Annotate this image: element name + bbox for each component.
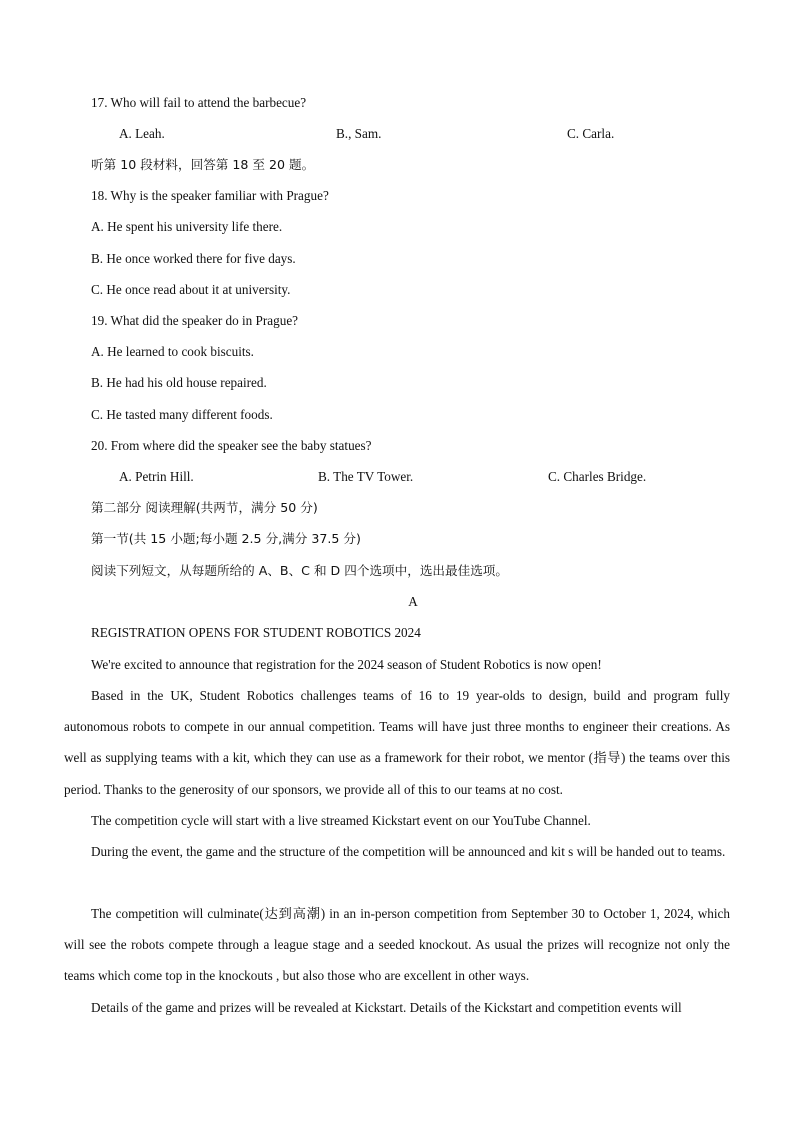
passage-letter: A [408,594,418,609]
q20-option-c: C. Charles Bridge. [548,469,647,484]
q19-option-c: C. He tasted many different foods. [91,407,273,422]
q18-option-c: C. He once read about it at university. [91,282,291,297]
question-17: 17. Who will fail to attend the barbecue? [91,95,307,110]
q19-option-a: A. He learned to cook biscuits. [91,344,254,359]
passage-paragraph-1: We're excited to announce that registration for the 2024 season of Student Robotics is now open! [91,657,602,672]
q18-option-a: A. He spent his university life there. [91,219,283,234]
reading-part-title: 第二部分 阅读理解(共两节，满分 50 分) [91,500,318,515]
passage-paragraph-5: The competition will culminate(达到高潮) in an in-person competition from September 30 to October 1, 2024, which will see the robots compete through a league stage and a seeded knockout. As usual the prizes will recognize not only the teams which come top in the knockouts , but also those who are excellent in other ways. [64,906,730,984]
passage-title: REGISTRATION OPENS FOR STUDENT ROBOTICS 2024 [91,625,421,640]
q20-option-a: A. Petrin Hill. [119,469,194,484]
reading-section-title: 第一节(共 15 小题;每小题 2.5 分,满分 37.5 分) [91,531,361,546]
question-19: 19. What did the speaker do in Prague? [91,313,299,328]
q19-option-b: B. He had his old house repaired. [91,375,267,390]
question-20: 20. From where did the speaker see the baby statues? [91,438,372,453]
q17-option-c: C. Carla. [567,126,615,141]
q18-option-b: B. He once worked there for five days. [91,251,296,266]
q17-option-b: B., Sam. [336,126,382,141]
q20-option-b: B. The TV Tower. [318,469,414,484]
reading-instruction: 阅读下列短文，从每题所给的 A、B、C 和 D 四个选项中，选出最佳选项。 [91,563,508,578]
question-18: 18. Why is the speaker familiar with Prague? [91,188,329,203]
q17-option-a: A. Leah. [119,126,165,141]
passage-paragraph-6: Details of the game and prizes will be revealed at Kickstart. Details of the Kickstart and competition events will [91,1000,682,1015]
passage-paragraph-2: Based in the UK, Student Robotics challenges teams of 16 to 19 year-olds to design, build and program fully autonomous robots to compete in our annual competition. Teams will have just three months to engineer their creations. As well as supplying teams with a kit, which they can use as a framework for their robot, we mentor (指导) the teams over this period. Thanks to the generosity of our sponsors, we provide all of this to our teams at no cost. [64,688,730,797]
passage-paragraph-4: During the event, the game and the structure of the competition will be announced and kit s will be handed out to teams. [91,844,726,859]
passage-paragraph-3: The competition cycle will start with a live streamed Kickstart event on our YouTube Channel. [91,813,591,828]
section-10-instruction: 听第 10 段材料，回答第 18 至 20 题。 [91,157,315,172]
